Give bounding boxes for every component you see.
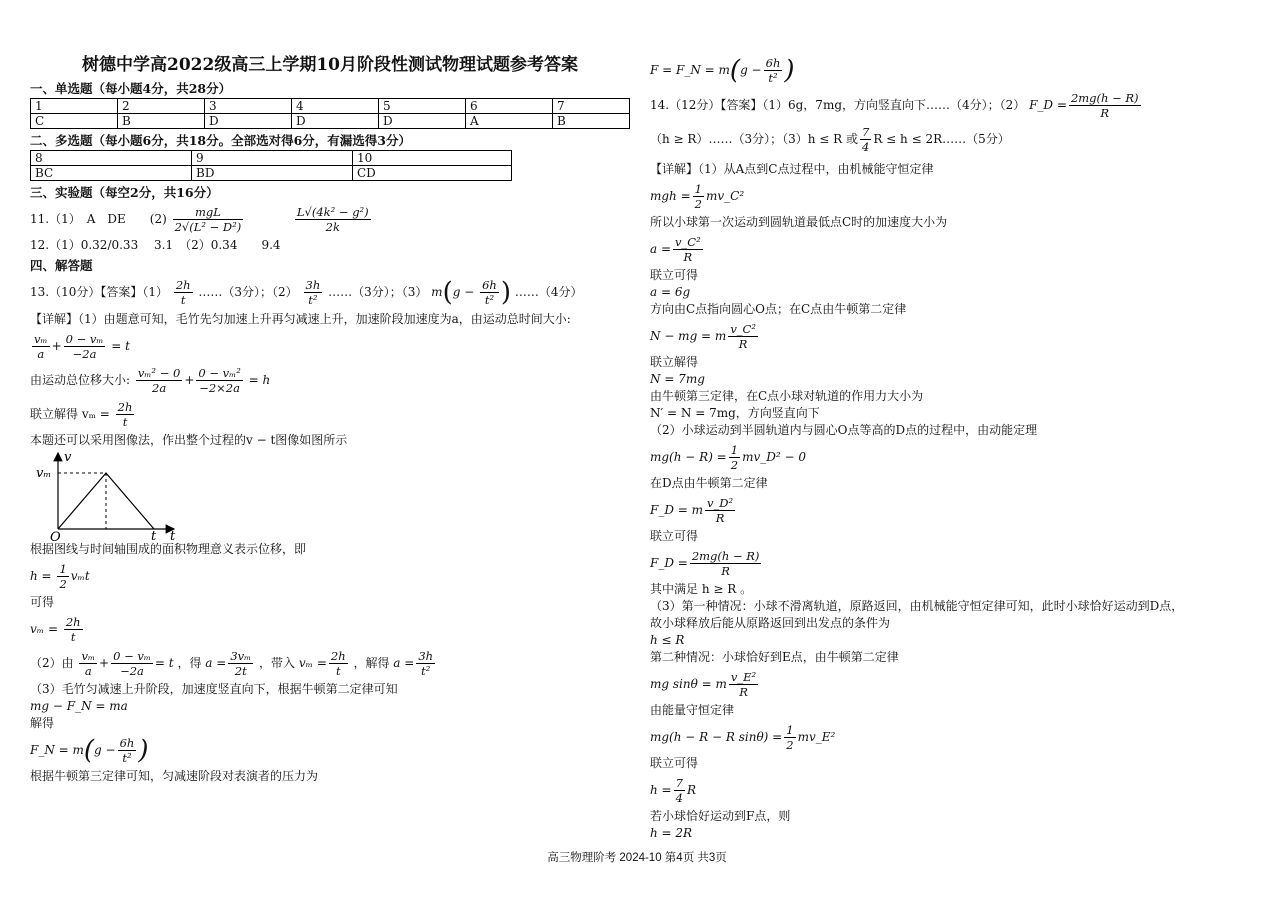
detail-8: （3）毛竹匀减速上升阶段，加速度竖直向下，根据牛顿第二定律可知	[30, 681, 398, 696]
equation-rhs: = t	[111, 338, 130, 353]
frac-den: t²	[308, 293, 318, 307]
g-term: g −	[94, 742, 116, 757]
fraction	[111, 649, 153, 678]
equation-lhs: F_D =	[650, 555, 688, 570]
fraction	[329, 649, 348, 678]
frac-num: 1	[730, 442, 739, 457]
frac-num: 3h	[418, 648, 434, 663]
fraction	[673, 235, 703, 264]
equation-3-line	[30, 398, 630, 430]
fraction	[196, 366, 242, 395]
equation-r12: h ≤ R	[650, 632, 685, 647]
table-cell: 6	[466, 99, 553, 114]
equation-rhs: = h	[248, 372, 271, 387]
equation-lhs: F_N = m	[30, 742, 84, 757]
detail-r5: 联立解得	[650, 354, 699, 369]
fraction	[693, 182, 704, 211]
frac-num: 6h	[119, 735, 135, 750]
q13-fraction-3	[480, 278, 499, 307]
equation-top-right: F = F_N = m(g − $\frac{6h}{\text{t²}}$ )	[650, 55, 795, 86]
fraction	[860, 125, 871, 154]
fraction	[705, 496, 735, 525]
table-cell: D	[205, 114, 292, 129]
frac-den: t²	[768, 71, 778, 85]
equation-rhs: mv_C²	[706, 188, 745, 203]
equation-rhs: mv_E²	[797, 729, 836, 744]
t-tick-label: t	[151, 528, 157, 541]
equation-r16: h = 2R	[650, 825, 693, 840]
multiple-choice-table	[30, 150, 512, 181]
fraction	[729, 443, 740, 472]
equation-lhs: mg(h − R) =	[650, 449, 727, 464]
fraction	[136, 366, 182, 395]
frac-den: 2	[730, 457, 739, 472]
frac-num: 2h	[117, 399, 133, 414]
frac-num: 0 − vₘ²	[198, 365, 241, 380]
fraction	[674, 776, 685, 805]
fraction	[690, 549, 762, 578]
t-axis-label: t	[170, 528, 176, 541]
detail-r16: 若小球恰好运动到F点，则	[650, 808, 791, 823]
frac-num: 6h	[765, 56, 781, 70]
detail-7a: （2）由	[30, 655, 74, 670]
q14-answer-b1: （h ≥ R）……（3分）；（3）h ≤ R 或	[650, 131, 858, 146]
frac-den: t	[122, 414, 128, 429]
equation-rhs: vₘt	[70, 568, 90, 583]
frac-den: t²	[421, 663, 431, 678]
frac-den: t	[335, 663, 341, 678]
equation-lhs: F_D =	[1029, 97, 1067, 112]
detail-10: 根据牛顿第三定律可知，匀减速阶段对表演者的压力为	[30, 769, 319, 783]
frac-num: 2h	[175, 278, 191, 292]
table-row	[31, 99, 630, 114]
frac-num: 7	[861, 124, 870, 139]
frac-num: 3vₘ	[230, 648, 252, 663]
equation-r3: a = 6g	[650, 284, 691, 299]
equation-lhs: mg sinθ = m	[650, 676, 727, 691]
table-cell: B	[553, 114, 630, 129]
v-t-graph	[34, 449, 194, 541]
q14-answer-line-2	[650, 123, 1250, 155]
equation-lhs: N − mg = m	[650, 328, 727, 343]
equation-r5: N = 7mg	[650, 371, 705, 386]
fraction	[64, 332, 106, 361]
fraction	[729, 670, 758, 699]
q14-answer-line-1	[650, 89, 1250, 121]
frac-num: 2mg(h − R)	[691, 548, 760, 563]
frac-den: R	[721, 563, 730, 578]
frac-num: 0 − vₘ	[65, 331, 104, 346]
detail-r15: 联立可得	[650, 755, 699, 770]
equation-rhs: mv_D² − 0	[742, 449, 806, 464]
frac-num: 1	[786, 722, 794, 737]
q11-fraction-2	[295, 205, 371, 234]
table-cell: D	[292, 114, 379, 129]
detail-9: 解得	[30, 715, 55, 730]
q12-answer: 12.（1）0.32/0.33 3.1 （2）0.34 9.4	[30, 238, 281, 252]
section2-heading: 二、多选题（每小题6分，共18分。全部选对得6分，有漏选得3分）	[30, 133, 411, 148]
equation-r7	[650, 441, 1250, 473]
table-cell: 7	[553, 99, 630, 114]
q14-answer-a: 14.（12分）【答案】（1）6g，7mg，方向竖直向下……（4分）；（2）	[650, 97, 1026, 112]
equation-r14	[650, 721, 1250, 753]
equation-r9	[650, 547, 1250, 579]
detail-1: 【详解】（1）由题意可知，毛竹先匀加速上升再匀减速上升，加速阶段加速度为a，由运动总时间大小:	[30, 311, 571, 326]
equation-r15	[650, 774, 1250, 806]
right-column	[650, 52, 1250, 842]
frac-num: vₘ² − 0	[137, 365, 181, 380]
detail-r11: （3）第一种情况：小球不滑离轨道，原路返回，由机械能守恒定律可知，此时小球恰好运动到D点，	[650, 598, 1184, 613]
frac-den: 4	[861, 139, 870, 154]
table-cell: BD	[192, 166, 353, 181]
frac-num: v_C²	[730, 321, 756, 336]
frac-den: a	[37, 346, 45, 361]
q13-answer: 13.（10分）【答案】（1） $\frac{2h}{t}$ ……（3分）；（2） $\frac{3h}{\text{t²}}$ ……（3分）；（3） m(g − $\frac{6h}{\text{t²}}$ ) ……（4分）	[30, 277, 583, 308]
frac-den: R	[1100, 105, 1110, 120]
table-row	[31, 166, 512, 181]
equation-lhs: a =	[650, 241, 672, 256]
table-cell: 9	[192, 151, 353, 166]
equation-r4	[650, 320, 1250, 352]
table-cell: D	[379, 114, 466, 129]
frac-den: R	[739, 684, 748, 699]
detail-r2: 所以小球第一次运动到圆轨道最低点C时的加速度大小为	[650, 214, 948, 229]
table-cell: 2	[118, 99, 205, 114]
frac-num: 2h	[65, 614, 81, 629]
equation-r1	[650, 180, 1250, 212]
fraction	[118, 736, 137, 765]
frac-den: R	[683, 249, 693, 264]
single-choice-table	[30, 98, 630, 129]
table-cell: C	[31, 114, 118, 129]
table-cell: 10	[353, 151, 512, 166]
q13-fraction-2	[304, 278, 323, 307]
fraction	[32, 332, 50, 361]
frac-num: 1	[694, 181, 702, 196]
frac-den: −2×2a	[199, 380, 240, 395]
section3-heading: 三、实验题（每空2分，共16分）	[30, 185, 219, 200]
equation-r2	[650, 233, 1250, 265]
equation-8: mg − F_N = ma	[30, 698, 128, 713]
fraction	[116, 400, 135, 429]
equation-r13	[650, 668, 1250, 700]
frac-num: 3h	[305, 278, 321, 292]
frac-den: 2t	[234, 663, 247, 678]
equation-lhs: mg(h − R − R sinθ) =	[650, 729, 783, 744]
frac-num: 1	[59, 561, 67, 576]
section4-heading: 四、解答题	[30, 258, 93, 273]
q13-m: m	[431, 285, 443, 299]
table-row	[31, 114, 630, 129]
frac-den: t	[180, 293, 186, 307]
origin-label: O	[50, 529, 61, 541]
frac-num: 2mg(h − R)	[1070, 90, 1139, 105]
frac-den: −2a	[120, 663, 144, 678]
table-cell: CD	[353, 166, 512, 181]
equation-lhs: mgh =	[650, 188, 691, 203]
detail-6: 可得	[30, 594, 55, 609]
equation-2-line: 由运动总位移大小: $\frac{\text{vₘ² − 0}}{2a}$ + $\frac{\text{0 − vₘ²}}{-2\times 2a}$ = h	[30, 365, 271, 395]
page-footer: 高三物理阶考 2024-10 第4页 共3页	[547, 852, 727, 864]
fraction	[228, 649, 253, 678]
frac-den: 2	[786, 737, 794, 752]
left-column	[30, 50, 630, 785]
equation-lhs: a =	[205, 655, 227, 670]
frac-den: 2	[59, 576, 67, 591]
detail-7c: ，带入	[259, 655, 296, 670]
frac-den: R	[715, 510, 725, 525]
table-cell: 1	[31, 99, 118, 114]
detail-4: 本题还可以采用图像法，作出整个过程的v − t图像如图所示	[30, 432, 348, 447]
equation-lhs: a =	[393, 655, 415, 670]
equation-rhs: = t	[154, 655, 174, 670]
frac-den: 2√(L² − D²)	[174, 220, 242, 234]
equation-r8	[650, 494, 1250, 526]
table-cell: 3	[205, 99, 292, 114]
equation-lhs: F_D = m	[650, 502, 704, 517]
table-cell: 8	[31, 151, 192, 166]
q14-answer-b2: R ≤ h ≤ 2R……（5分）	[873, 131, 1010, 146]
detail-r9: 联立可得	[650, 528, 699, 543]
detail-5: 根据图线与时间轴围成的面积物理意义表示位移，即	[30, 541, 307, 556]
q13-points-2: ……（3分）；（3）	[328, 285, 428, 299]
equation-rhs: R	[686, 782, 696, 797]
q13-points-1: ……（3分）；（2）	[198, 285, 298, 299]
equation-lhs: h =	[30, 568, 52, 583]
q11-prefix: 11.（1） A DE (2)	[30, 212, 167, 226]
equation-lhs: h =	[650, 782, 672, 797]
frac-num: L√(4k² − g²)	[296, 205, 369, 219]
table-cell: B	[118, 114, 205, 129]
table-cell: 4	[292, 99, 379, 114]
q11-fraction-1	[173, 205, 244, 234]
fraction	[79, 649, 97, 678]
vm-label: vₘ	[36, 465, 52, 481]
frac-num: v_E²	[730, 669, 757, 684]
q11-answer	[30, 203, 630, 235]
frac-den: 2a	[152, 380, 167, 395]
table-cell: BC	[31, 166, 192, 181]
frac-den: t²	[484, 293, 495, 307]
equation-lhs: vₘ =	[30, 621, 59, 636]
frac-den: 4	[675, 790, 683, 805]
fraction	[57, 562, 68, 591]
detail-r3: 联立可得	[650, 267, 699, 282]
frac-den: R	[738, 336, 748, 351]
page-title: 树德中学高2022级高三上学期10月阶段性测试物理试题参考答案	[82, 55, 578, 75]
frac-den: 2	[694, 196, 702, 211]
frac-den: a	[84, 663, 92, 678]
detail-r10: 其中满足 h ≥ R 。	[650, 581, 753, 596]
frac-den: 2k	[325, 220, 340, 234]
equation-7-line: （2）由 $\frac{\text{vₘ}}{a}$ + $\frac{\text{0 − vₘ}}{-2a}$ = t ，得 a = $\frac{\text{3vₘ}}{2t}$ ，带入 vₘ = $\frac{2h}{t}$ ，解得 a = $\frac{3h}{\text{t²}}$	[30, 648, 434, 678]
equation-1	[30, 330, 630, 362]
equation-lhs: vₘ =	[298, 655, 327, 670]
detail-7d: ，解得	[353, 655, 390, 670]
fraction	[784, 723, 795, 752]
frac-num: 2h	[330, 648, 346, 663]
frac-num: vₘ	[34, 331, 48, 346]
frac-num: 7	[675, 775, 683, 790]
table-cell: 5	[379, 99, 466, 114]
frac-num: 6h	[482, 278, 497, 292]
frac-num: v_C²	[675, 234, 701, 249]
table-cell: A	[466, 114, 553, 129]
fraction	[728, 322, 758, 351]
detail-7b: ，得	[177, 655, 202, 670]
frac-den: t	[70, 629, 76, 644]
frac-num: 0 − vₘ	[113, 648, 151, 663]
v-axis-label: v	[64, 449, 72, 465]
section1-heading: 一、单选题（每小题4分，共28分）	[30, 81, 232, 96]
detail-r14: 由能量守恒定律	[650, 702, 735, 717]
q13-label: 13.（10分）【答案】（1）	[30, 285, 168, 299]
detail-r4: 方向由C点指向圆心O点；在C点由牛顿第二定律	[650, 301, 907, 316]
fraction	[416, 649, 435, 678]
detail-r1: 【详解】（1）从A点到C点过程中，由机械能守恒定律	[650, 161, 934, 176]
frac-num: vₘ	[81, 648, 96, 663]
q13-fraction-1	[174, 278, 193, 307]
detail-r13: 第二种情况：小球恰好到E点，由牛顿第二定律	[650, 649, 899, 664]
detail-2: 由运动总位移大小:	[30, 372, 131, 387]
detail-r6: 由牛顿第三定律，在C点小球对轨道的作用力大小为	[650, 388, 924, 403]
detail-r7: （2）小球运动到半圆轨道内与圆心O点等高的D点的过程中，由动能定理	[650, 422, 1038, 437]
fraction	[764, 56, 783, 85]
q13-g: g −	[452, 285, 475, 299]
frac-num: mgL	[173, 205, 244, 220]
frac-num: v_D²	[707, 495, 734, 510]
equation-lhs: F = F_N = m	[650, 63, 730, 77]
equation-9: F_N = m(g − $\frac{6h}{\text{t²}}$ )	[30, 735, 149, 765]
detail-3: 联立解得 vₘ =	[30, 406, 110, 421]
frac-den: t²	[122, 750, 132, 765]
equation-5	[30, 560, 630, 592]
fraction	[64, 615, 83, 644]
detail-r8: 在D点由牛顿第二定律	[650, 475, 768, 490]
frac-den: −2a	[72, 346, 97, 361]
fraction	[1069, 91, 1141, 120]
g-term: g −	[740, 63, 762, 77]
equation-r6: N′ = N = 7mg，方向竖直向下	[650, 405, 820, 420]
detail-r12: 故小球释放后能从原路返回到出发点的条件为	[650, 615, 891, 630]
table-row	[31, 151, 512, 166]
q13-points-3: ……（4分）	[514, 285, 583, 299]
equation-6	[30, 613, 630, 645]
plus-sign: +	[51, 338, 62, 353]
